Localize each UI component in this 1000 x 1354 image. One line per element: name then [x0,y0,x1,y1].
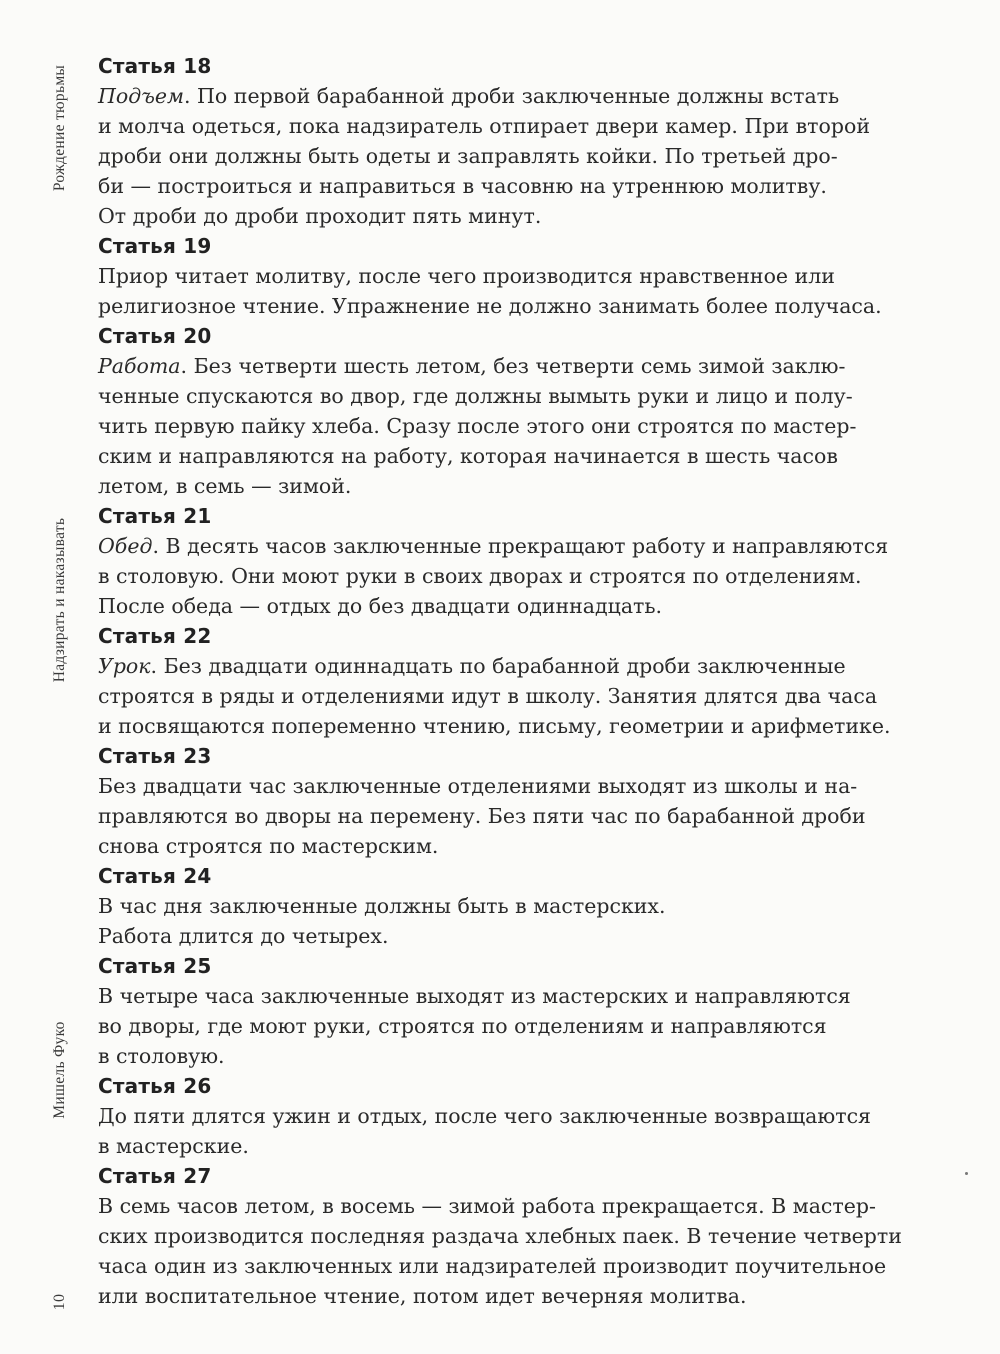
line-text: Без двадцати час заключенные отделениями выходят из школы и на- [98,774,858,798]
line-text: чить первую пайку хлеба. Сразу после этого они строятся по мастер- [98,414,857,438]
line-text: в мастерские. [98,1134,249,1158]
line-text: После обеда — отдых до без двадцати одиннадцать. [98,594,663,618]
text-line [98,981,938,1011]
text-line [98,261,938,291]
line-text: в столовую. [98,1044,225,1068]
line-text: и посвящаются попеременно чтению, письму, геометрии и арифметике. [98,714,891,738]
text-line [98,141,938,171]
article-section [98,621,938,741]
line-text: ских производится последняя раздача хлебных паек. В течение четверти [98,1224,902,1248]
line-text: . Без двадцати одиннадцать по барабанной дроби заключенные [150,654,846,678]
article-title: Статья 21 [98,504,212,528]
line-text: До пяти длятся ужин и отдых, после чего заключенные возвращаются [98,1104,871,1128]
line-text: ченные спускаются во двор, где должны вымыть руки и лицо и полу- [98,384,853,408]
line-text: летом, в семь — зимой. [98,474,352,498]
italic-lead-word: Урок [98,654,151,678]
text-line [98,381,938,411]
line-text: В четыре часа заключенные выходят из мастерских и направляются [98,984,851,1008]
line-text: правляются во дворы на перемену. Без пяти час по барабанной дроби [98,804,866,828]
text-line [98,351,938,381]
line-text: би — построиться и направиться в часовню на утреннюю молитву. [98,174,827,198]
text-line [98,531,938,561]
line-text: или воспитательное чтение, потом идет вечерняя молитва. [98,1284,747,1308]
text-line [98,171,938,201]
article-title: Статья 22 [98,624,212,648]
text-line [98,801,938,831]
text-line [98,771,938,801]
italic-lead-word: Обед [98,534,153,558]
line-text: в столовую. Они моют руки в своих дворах и строятся по отделениям. [98,564,862,588]
line-text: во дворы, где моют руки, строятся по отделениям и направляются [98,1014,827,1038]
article-title: Статья 19 [98,234,212,258]
line-text: религиозное чтение. Упражнение не должно занимать более получаса. [98,294,882,318]
text-line [98,411,938,441]
text-line [98,441,938,471]
line-text: В семь часов летом, в восемь — зимой работа прекращается. В мастер- [98,1194,876,1218]
page-number: 10 [51,1293,68,1311]
line-text: Работа длится до четырех. [98,924,389,948]
text-line [98,591,938,621]
article-title: Статья 25 [98,954,212,978]
text-line [98,681,938,711]
text-line [98,1221,938,1251]
text-line [98,831,938,861]
text-line [98,201,938,231]
text-line [98,81,938,111]
article-title: Статья 27 [98,1164,212,1188]
running-head-book-title: Надзирать и наказывать [51,517,68,683]
line-text: Приор читает молитву, после чего производится нравственное или [98,264,835,288]
article-title: Статья 24 [98,864,212,888]
article-section [98,861,938,951]
article-title: Статья 20 [98,324,212,348]
line-text: и молча одеться, пока надзиратель отпирает двери камер. При второй [98,114,870,138]
running-head-book-part: Рождение тюрьмы [51,64,68,192]
text-line [98,291,938,321]
text-line [98,1131,938,1161]
line-text: . В десять часов заключенные прекращают работу и направляются [152,534,889,558]
article-section [98,741,938,861]
text-line [98,471,938,501]
line-text: дроби они должны быть одеты и заправлять койки. По третьей дро- [98,144,838,168]
text-line [98,711,938,741]
article-section [98,501,938,621]
article-title: Статья 26 [98,1074,212,1098]
article-section [98,1071,938,1161]
line-text: строятся в ряды и отделениями идут в школу. Занятия длятся два часа [98,684,878,708]
text-line [98,111,938,141]
text-line [98,651,938,681]
text-line [98,1191,938,1221]
paper-speck [965,1172,968,1175]
article-section [98,951,938,1071]
text-line [98,1011,938,1041]
line-text: ским и направляются на работу, которая начинается в шесть часов [98,444,838,468]
article-title: Статья 18 [98,54,212,78]
italic-lead-word: Подъем [98,84,185,108]
page-body [98,51,938,1311]
line-text: часа один из заключенных или надзирателей производит поучительное [98,1254,887,1278]
article-title: Статья 23 [98,744,212,768]
running-head-author: Мишель Фуко [51,1021,68,1119]
article-section [98,51,938,231]
line-text: От дроби до дроби проходит пять минут. [98,204,542,228]
text-line [98,1041,938,1071]
italic-lead-word: Работа [98,354,181,378]
text-line [98,921,938,951]
text-line [98,1101,938,1131]
text-line [98,1251,938,1281]
text-line [98,891,938,921]
article-section [98,231,938,321]
text-line [98,1281,938,1311]
line-text: . По первой барабанной дроби заключенные должны встать [184,84,840,108]
article-section [98,321,938,501]
article-section [98,1161,938,1311]
line-text: снова строятся по мастерским. [98,834,439,858]
line-text: В час дня заключенные должны быть в мастерских. [98,894,666,918]
line-text: . Без четверти шесть летом, без четверти семь зимой заклю- [180,354,846,378]
text-line [98,561,938,591]
